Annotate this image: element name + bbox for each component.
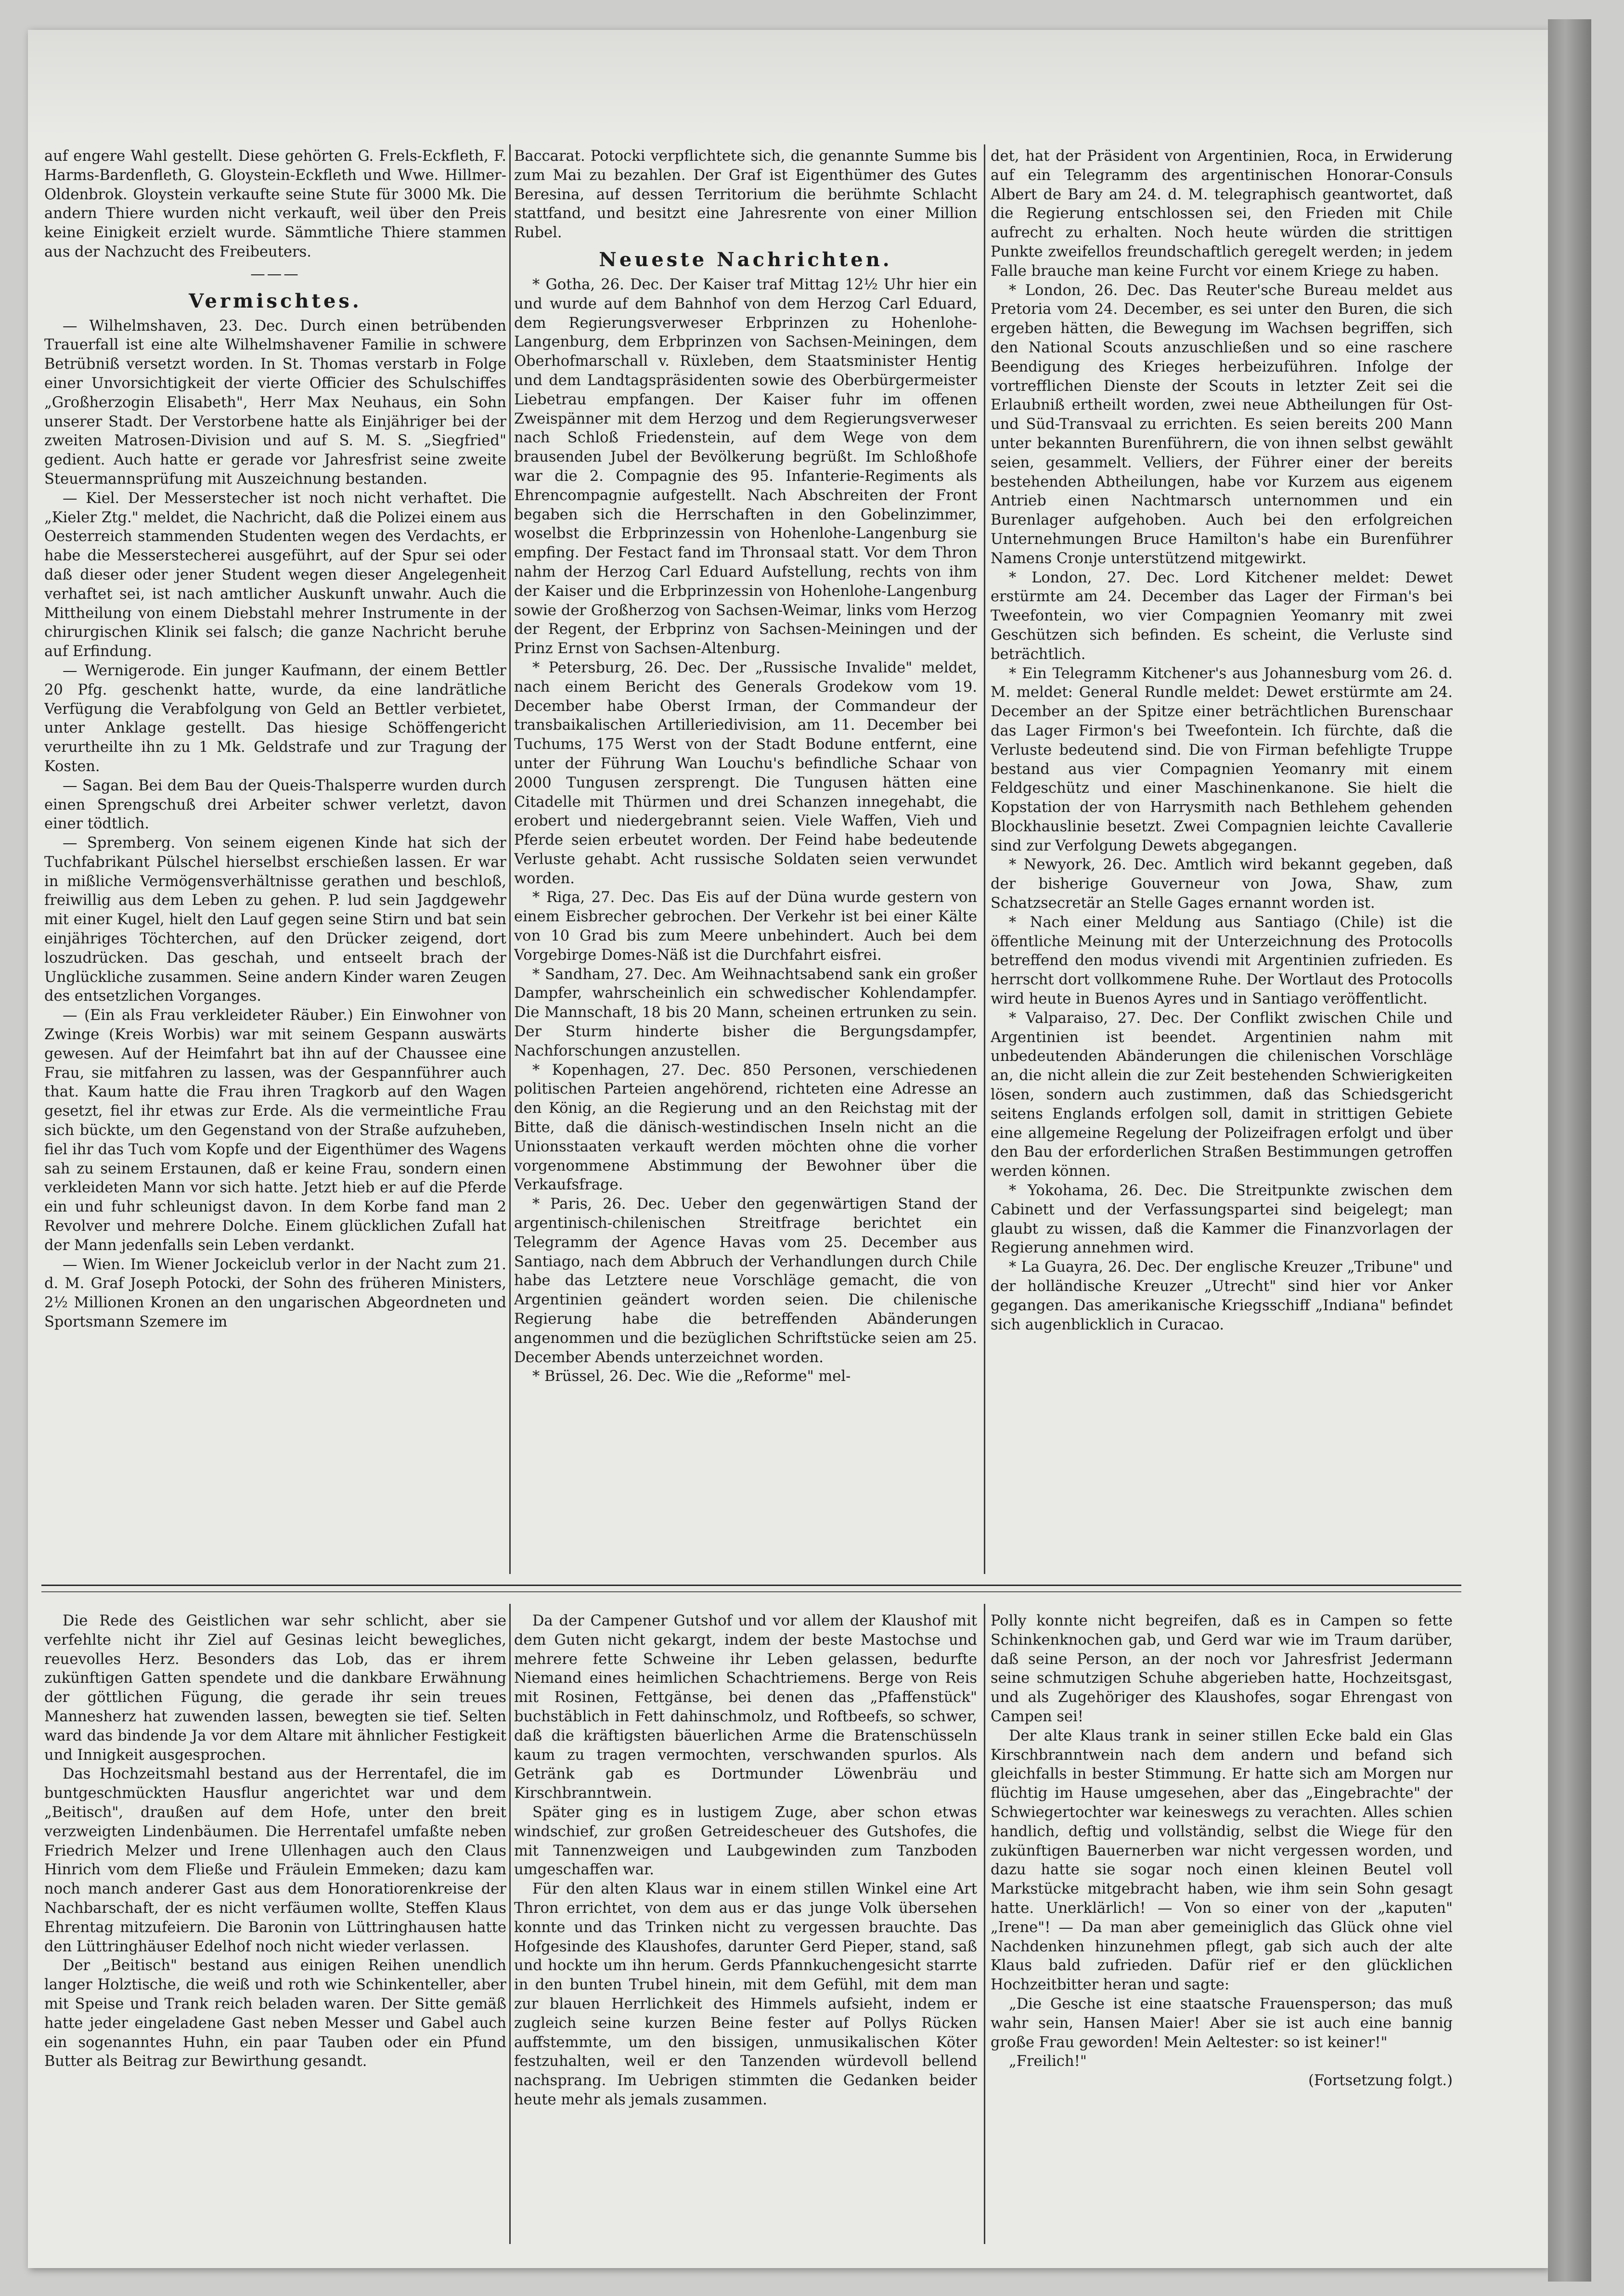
binding-edge xyxy=(1548,19,1591,2282)
news-item: * Brüssel, 26. Dec. Wie die „Reforme" mel- xyxy=(532,1368,851,1385)
feuilleton-column-rule-2 xyxy=(984,1604,985,2244)
news-item: * Yokohama, 26. Dec. Die Streitpunkte zwischen dem Cabinett und der Verfassungspartei sind beigelegt; man glaubt zu wissen, daß die Kammer die Finanzvorlagen der Regierung annehmen wird. xyxy=(991,1182,1453,1257)
news-item: * London, 27. Dec. Lord Kitchener meldet: Dewet erstürmte am 24. December das Lager der Firman's bei Tweefontein, wo vier Compagnien Yeomanry mit zwei Geschützen sich befinden. Es scheint, die Verluste sind beträchtlich. xyxy=(991,569,1453,663)
news-item: — Spremberg. Von seinem eigenen Kinde hat sich der Tuchfabrikant Pülschel hierselbst erschießen lassen. Er war in mißliche Vermögensverhältnisse gerathen und beschloß, freiwillig aus dem Leben zu gehen. P. lud sein Jagdgewehr mit einer Kugel, hielt den Lauf gegen seine Stirn und bat sein einjähriges Töchterchen, auf den Drücker zeigend, dort loszudrücken. Das geschah, und entseelt brach der Unglückliche zusammen. Seine andern Kinder waren Zeugen des entsetzlichen Vorganges. xyxy=(44,835,506,1005)
section-heading-vermischtes: Vermischtes. xyxy=(189,289,362,312)
feuilleton-column-2 xyxy=(514,1612,977,2242)
feuilleton-paragraph: Da der Campener Gutshof und vor allem der Klaushof mit dem Guten nicht gekargt, indem der beste Mastochse und mehrere fette Schweine ihr Leben gelassen, bedurfte Niemand eines heimlichen Schachtriemens. Berge von Reis mit Rosinen, Fettgänse, bei denen das „Pfaffenstück" buchstäblich in Fett dahinschmolz, und Roftbeefs, so schwer, daß die kräftigsten bäuerlichen Arme die Bratenschüsseln kaum zu tragen vermochten, verschwanden spurlos. Als Getränk gab es Dortmunder Löwenbräu und Kirschbranntwein. xyxy=(514,1612,977,1802)
feuilleton-column-1 xyxy=(44,1612,506,2242)
feuilleton-separator-second xyxy=(41,1591,1461,1592)
news-item: * Ein Telegramm Kitchener's aus Johannesburg vom 26. d. M. meldet: General Rundle meldet: Dewet erstürmte am 24. December an der Spitze einer beträchtlichen Burenschaar das Lager Firmon's bei Tweefontein. Ich fürchte, daß die Verluste bedeutend sind. Die von Firman befehligte Truppe bestand aus vier Compagnien Yeomanry mit einem Feldgeschütz und einer Maschinenkanone. Sie hielt die Kopstation der von Harrysmith nach Bethlehem gehenden Blockhauslinie besetzt. Zwei Compagnien leichte Cavallerie sind zur Verfolgung Dewets abgegangen. xyxy=(991,665,1453,854)
page-shadow-band xyxy=(28,30,1548,136)
feuilleton-paragraph: Der alte Klaus trank in seiner stillen Ecke bald ein Glas Kirschbranntwein nach dem andern und befand sich gleichfalls in bester Stimmung. Er hatte sich am Morgen nur flüchtig im Hause umgesehen, aber das „Eingebrachte" der Schwiegertochter war keineswegs zu verachten. Alles schien handlich, deftig und vollständig, selbst die Wiege für den zukünftigen Bauernerben war nicht vergessen worden, und dazu hatte sie sogar noch einen kleinen Beutel voll Markstücke mitgebracht haben, wie ihm sein Sohn gesagt hatte. Unerklärlich! — Von so einer von der „kaputen" „Irene"! — Da man aber gemeiniglich das Glück ohne viel Nachdenken hinzunehmen pflegt, gab sich auch der alte Klaus bald zufrieden. Dafür rief er den glücklichen Hochzeitbitter heran und sagte: xyxy=(991,1727,1453,1994)
column-rule-2 xyxy=(984,144,985,1574)
section-heading-neueste-nachrichten: Neueste Nachrichten. xyxy=(599,248,892,271)
column-rule-1 xyxy=(509,144,511,1574)
news-item: * Nach einer Meldung aus Santiago (Chile) ist die öffentliche Meinung mit der Unterzeichnung des Protocolls betreffend den modus vivendi mit Argentinien zufrieden. Es herrscht dort vollkommene Ruhe. Der Wortlaut des Protocolls wird heute in Buenos Ayres und in Santiago veröffentlicht. xyxy=(991,914,1453,1008)
news-item: — Wien. Im Wiener Jockeiclub verlor in der Nacht zum 21. d. M. Graf Joseph Potocki, der Sohn des früheren Ministers, 2½ Millionen Kronen an den ungarischen Abgeordneten und Sportsmann Szemere im xyxy=(44,1256,506,1331)
news-item: * La Guayra, 26. Dec. Der englische Kreuzer „Tribune" und der holländische Kreuzer „Utrecht" sind hier vor Anker gegangen. Das amerikanische Kriegsschiff „Indiana" befindet sich augenblicklich in Curacao. xyxy=(991,1259,1453,1333)
column-3-paragraph: det, hat der Präsident von Argentinien, Roca, in Erwiderung auf ein Telegramm des argentinischen Honorar-Consuls Albert de Bary am 24. d. M. telegraphisch geantwortet, daß die Regierung entschlossen sei, den Frieden mit Chile aufrecht zu erhalten. Noch heute würden die strittigen Punkte zweifellos freundschaftlich geregelt werden; in jedem Falle brauche man keine Furcht vor einem Kriege zu haben. xyxy=(991,148,1453,280)
news-item: * Kopenhagen, 27. Dec. 850 Personen, verschiedenen politischen Parteien angehörend, richteten eine Adresse an den König, an die Regierung und an den Reichstag mit der Bitte, daß die dänisch-westindischen Inseln nicht an die Unionsstaaten verkauft werden möchten ohne die vorher vorgenommene Abstimmung der Bewohner über die Verkaufsfrage. xyxy=(514,1061,977,1194)
news-item: — (Ein als Frau verkleideter Räuber.) Ein Einwohner von Zwinge (Kreis Worbis) war mit seinem Gespann auswärts gewesen. Auf der Heimfahrt bat ihn auf der Chaussee eine Frau, sie mitfahren zu lassen, was der Gespannführer auch that. Kaum hatte die Frau ihren Tragkorb auf den Wagen gesetzt, fiel ihr etwas zur Erde. Als die vermeintliche Frau sich bückte, um den Gegenstand von der Straße aufzuheben, fiel ihr das Tuch vom Kopfe und der Eigenthümer des Wagens sah zu seinem Erstaunen, daß er keine Frau, sondern einen verkleideten Mann vor sich hatte. Jetzt hieb er auf die Pferde ein und fuhr schleunigst davon. In dem Korbe fand man 2 Revolver und mehrere Dolche. Einem glücklichen Zufall hat der Mann jedenfalls sein Leben verdankt. xyxy=(44,1007,506,1254)
news-item: — Wilhelmshaven, 23. Dec. Durch einen betrübenden Trauerfall ist eine alte Wilhelmshavener Familie in schwere Betrübniß versetzt worden. In St. Thomas verstarb in Folge einer Unvorsichtigkeit der vierte Officier des Schulschiffes „Großherzogin Elisabeth", Herr Max Neuhaus, ein Sohn unserer Stadt. Der Verstorbene hatte als Einjähriger bei der zweiten Matrosen-Division und auf S. M. S. „Siegfried" gedient. Auch hatte er gerade vor Jahresfrist seine zweite Steuermannsprüfung mit Auszeichnung bestanden. xyxy=(44,317,506,488)
news-item: * Gotha, 26. Dec. Der Kaiser traf Mittag 12½ Uhr hier ein und wurde auf dem Bahnhof von dem Herzog Carl Eduard, dem Regierungsverweser Erbprinzen zu Hohenlohe-Langenburg, dem Erbprinzen von Sachsen-Meiningen, dem Oberhofmarschall v. Rüxleben, dem Staatsminister Hentig und dem Landtagspräsidenten sowie des Oberbürgermeister Liebetrau empfangen. Der Kaiser fuhr im offenen Zweispänner mit dem Herzog und dem Regierungsverweser nach Schloß Friedenstein, auf dem Wege von dem brausenden Jubel der Bevölkerung begrüßt. Im Schloßhofe war die 2. Compagnie des 95. Infanterie-Regiments als Ehrencompagnie aufgestellt. Nach Abschreiten der Front begaben sich die Herrschaften in den Gobelinzimmer, woselbst die Erbprinzessin von Hohenlohe-Langenburg sie empfing. Der Festact fand im Thronsaal statt. Vor dem Thron nahm der Herzog Carl Eduard Aufstellung, rechts von ihm der Kaiser und die Erbprinzessin von Hohenlohe-Langenburg sowie der Großherzog von Sachsen-Weimar, links vom Herzog der Regent, der Erbprinz von Sachsen-Meiningen und der Prinz Ernst von Sachsen-Altenburg. xyxy=(514,276,977,658)
news-item: * Riga, 27. Dec. Das Eis auf der Düna wurde gestern von einem Eisbrecher gebrochen. Der Verkehr ist bei einer Kälte von 10 Grad bis zum Meere unbehindert. Auch bei dem Vorgebirge Domes-Näß ist die Durchfahrt eisfrei. xyxy=(514,889,977,964)
news-item: * London, 26. Dec. Das Reuter'sche Bureau meldet aus Pretoria vom 24. December, es sei unter den Buren, die sich ergeben hätten, die Bewegung im Wachsen begriffen, sich den National Scouts anzuschließen und so eine raschere Beendigung des Krieges herbeizuführen. Infolge der vortrefflichen Dienste der Scouts in letzter Zeit sei die Erlaubniß ertheilt worden, zwei neue Abtheilungen für Ost- und Süd-Transvaal zu errichten. Es seien bereits 200 Mann unter bekannten Burenführern, die von ihnen selbst gewählt seien, gesammelt. Velliers, der Führer einer der bereits bestehenden Abtheilungen, habe vor Kurzem aus eigenem Antrieb einen Nachtmarsch unternommen und ein Burenlager aufgehoben. Auch bei den erfolgreichen Unternehmungen Bruce Hamilton's habe ein Burenführer Namens Cronje unterstützend mitgewirkt. xyxy=(991,282,1453,567)
feuilleton-paragraph: Polly konnte nicht begreifen, daß es in Campen so fette Schinkenknochen gab, und Gerd war wie im Traum darüber, daß seine Person, an der noch vor Jahresfrist Jedermann seine schmutzigen Schuhe abgerieben hatte, Hochzeitsgast, und als Zugehöriger des Klaushofes, sogar Ehrengast von Campen sei! xyxy=(991,1612,1453,1725)
continued-note: (Fortsetzung folgt.) xyxy=(1308,2072,1453,2090)
news-item: * Petersburg, 26. Dec. Der „Russische Invalide" meldet, nach einem Bericht des Generals Grodekow vom 19. December habe Oberst Irman, der Commandeur der transbaikalischen Artilleriedivision, am 11. December bei Tuchums, 175 Werst von der Stadt Bodune entfernt, eine unter der Führung Wan Louchu's befindliche Schaar von 2000 Tungusen zersprengt. Die Tungusen hätten eine Citadelle mit Thürmen und drei Schanzen innegehabt, die erobert und niedergebrannt seien. Viele Waffen, Vieh und Pferde seien erbeutet worden. Der Feind habe bedeutende Verluste gehabt. Acht russische Soldaten seien verwundet worden. xyxy=(514,659,977,887)
news-item: * Paris, 26. Dec. Ueber den gegenwärtigen Stand der argentinisch-chilenischen Streitfrage berichtet ein Telegramm der Agence Havas vom 25. December aus Santiago, nach dem Abbruch der Verhandlungen durch Chile habe das Letztere neue Vorschläge gemacht, die von Argentinien geändert worden seien. Die chilenische Regierung habe die betreffenden Abänderungen angenommen und die bezüglichen Schriftstücke seien am 25. December Abends unterzeichnet worden. xyxy=(514,1196,977,1366)
news-item: — Kiel. Der Messerstecher ist noch nicht verhaftet. Die „Kieler Ztg." meldet, die Nachricht, daß die Polizei einem aus Oesterreich stammenden Studenten wegen des Verdachts, er habe die Messerstecherei ausgeführt, auf der Spur sei oder daß dieser oder jener Student wegen dieser Angelegenheit verhaftet sei, ist nach amtlicher Auskunft unwahr. Auch die Mittheilung von einem Diebstahl mehrer Instrumente in der chirurgischen Klinik sei falsch; die ganze Nachricht beruhe auf Erfindung. xyxy=(44,490,506,660)
feuilleton-paragraph: Später ging es in lustigem Zuge, aber schon etwas windschief, zur großen Getreidescheuer des Gutshofes, die mit Tannenzweigen und Laubgewinden zum Tanzboden umgeschaffen war. xyxy=(514,1804,977,1879)
news-item: * Sandham, 27. Dec. Am Weihnachtsabend sank ein großer Dampfer, wahrscheinlich ein schwedischer Kohlendampfer. Die Mannschaft, 18 bis 20 Mann, scheinen ertrunken zu sein. Der Sturm hinderte bisher die Bergungsdampfer, Nachforschungen anzustellen. xyxy=(514,966,977,1059)
feuilleton-column-rule-1 xyxy=(509,1604,511,2244)
feuilleton-paragraph: „Die Gesche ist eine staatsche Frauensperson; das muß wahr sein, Hansen Maier! Aber sie ist auch eine bannig große Frau geworden! Mein Aeltester: so ist keiner!" xyxy=(991,1995,1453,2051)
feuilleton-paragraph: Der „Beitisch" bestand aus einigen Reihen unendlich langer Holztische, die weiß und roth wie Schinkenteller, aber mit Speise und Trank reich beladen waren. Der Sitte gemäß hatte jeder eingeladene Gast neben Messer und Gabel auch ein sogenanntes Huhn, ein paar Tauben oder ein Pfund Butter als Beitrag zur Bewirthung gesandt. xyxy=(44,1957,506,2070)
feuilleton-paragraph: Das Hochzeitsmahl bestand aus der Herrentafel, die im buntgeschmückten Hausflur angerichtet war und dem „Beitisch", draußen auf dem Hofe, unter den breit verzweigten Lindenbäumen. Die Herrentafel umfaßte neben Friedrich Melzer und Irene Ullenhagen auch den Claus Hinrich vom dem Fließe und Fräulein Emmeken; dazu kam noch manch anderer Gast aus dem Honoratiorenkreise der Nachbarschaft, der es nicht verfäumen wollte, Steffen Klaus Ehrentag mitzufeiern. Die Baronin von Lüttringhausen hatte den Lüttringhäuser Edelhof noch nicht wieder verlassen. xyxy=(44,1766,506,1955)
feuilleton-separator xyxy=(41,1585,1461,1586)
feuilleton-column-3 xyxy=(991,1612,1453,2242)
news-item: — Wernigerode. Ein junger Kaufmann, der einem Bettler 20 Pfg. geschenkt hatte, wurde, da eine landrätliche Verfügung die Verabfolgung von Geld an Bettler verbietet, unter Anklage gestellt. Das hiesige Schöffengericht verurtheilte ihn zu 1 Mk. Geldstrafe und zur Tragung der Kosten. xyxy=(44,662,506,775)
news-item: * Newyork, 26. Dec. Amtlich wird bekannt gegeben, daß der bisherige Gouverneur von Jowa, Shaw, zum Schatzsecretär an Stelle Gages ernannt worden ist. xyxy=(991,856,1453,912)
feuilleton-paragraph: Für den alten Klaus war in einem stillen Winkel eine Art Thron errichtet, von dem aus er das junge Volk übersehen konnte und das Trinken nicht zu vergessen brauchte. Das Hofgesinde des Klaushofes, darunter Gerd Pieper, stand, saß und hockte um ihn herum. Gerds Pfannkuchengesicht starrte in den bunten Trubel hinein, mit dem Gefühl, mit dem man zur blauen Herrlichkeit des Himmels aufsieht, indem er zugleich seine kurzen Beine fester auf Pollys Rücken auffstemmte, um den bissigen, unmusikalischen Köter festzuhalten, weil er den Tanzenden würdevoll bellend nachsprang. Im Uebrigen stimmten die Gedanken beider heute mehr als jemals zusammen. xyxy=(514,1881,977,2108)
column-3 xyxy=(991,147,1453,1572)
feuilleton-paragraph: Die Rede des Geistlichen war sehr schlicht, aber sie verfehlte nicht ihr Ziel auf Gesinas leicht bewegliches, reuevolles Herz. Besonders das Lob, das er ihrem zukünftigen Gatten spendete und die dankbare Erwähnung der göttlichen Fügung, die gerade ihr sein treues Mannesherz hat zuwenden lassen, bewegten sie tief. Selten ward das bindende Ja vor dem Altare mit ähnlicher Festigkeit und Innigkeit ausgesprochen. xyxy=(44,1612,506,1764)
column-1 xyxy=(44,147,506,1572)
column-1-paragraph: auf engere Wahl gestellt. Diese gehörten G. Frels-Eckfleth, F. Harms-Bardenfleth, G. Gloystein-Eckfleth und Wwe. Hillmer-Oldenbrok. Gloystein verkaufte seine Stute für 3000 Mk. Die andern Thiere wurden nicht verkauft, weil über den Preis keine Einigkeit erzielt wurde. Sämmtliche Thiere stammen aus der Nachzucht des Freibeuters. xyxy=(44,148,506,260)
news-item: * Valparaiso, 27. Dec. Der Conflikt zwischen Chile und Argentinien ist beendet. Argentinien nahm mit unbedeutenden Abänderungen die chilenischen Vorschläge an, die nicht allein die zur Zeit bestehenden Schwierigkeiten lösen, sondern auch zustimmen, daß das Schiedsgericht seitens Englands erfolgen soll, damit in strittigen Gebiete eine allgemeine Regelung der Polizeifragen erfolgt und über den Bau der erforderlichen Straßen Bestimmungen getroffen werden können. xyxy=(991,1009,1453,1180)
feuilleton-paragraph: „Freilich!" xyxy=(1009,2053,1087,2070)
column-2-paragraph: Baccarat. Potocki verpflichtete sich, die genannte Summe bis zum Mai zu bezahlen. Der Graf ist Eigenthümer des Gutes Beresina, auf dessen Territorium die berühmte Schlacht stattfand, und besitzt eine Jahresrente von einer Million Rubel. xyxy=(514,148,977,242)
section-separator: ——— xyxy=(250,265,300,283)
column-2 xyxy=(514,147,977,1572)
news-item: — Sagan. Bei dem Bau der Queis-Thalsperre wurden durch einen Sprengschuß drei Arbeiter schwer verletzt, davon einer tödtlich. xyxy=(44,777,506,833)
